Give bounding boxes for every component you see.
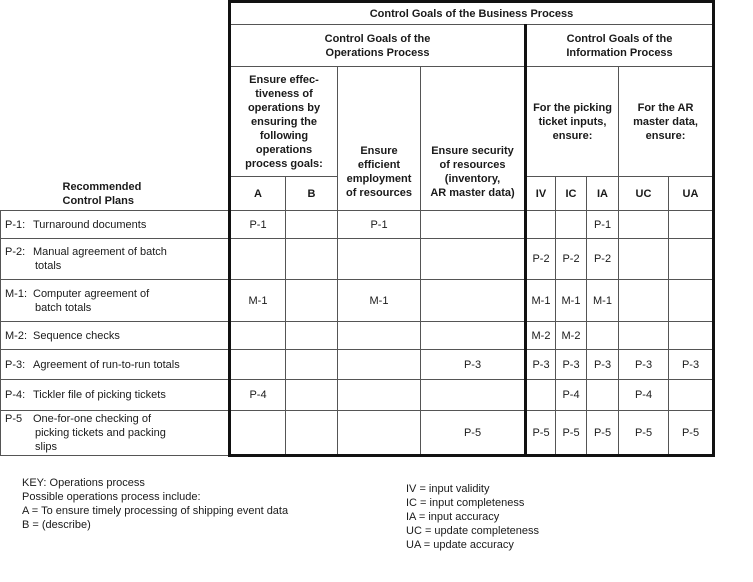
key-line: A = To ensure timely processing of shipping event data	[22, 505, 289, 517]
matrix-cell	[669, 239, 714, 280]
table-row	[1, 380, 714, 411]
matrix-cell: P-5	[526, 411, 556, 456]
control-plan-text: Computer agreement of	[33, 287, 150, 300]
key-line: UC = update completeness	[406, 525, 539, 537]
control-plan-text: picking tickets and packing	[35, 427, 166, 439]
matrix-cell	[338, 411, 421, 456]
table-row	[1, 350, 714, 380]
control-plan-code: P-3:	[5, 358, 26, 371]
matrix-cell	[286, 211, 338, 239]
matrix-cell	[421, 380, 526, 411]
matrix-cell	[587, 322, 619, 350]
control-plan-label	[1, 239, 230, 280]
picking-ticket-inputs-header: For the picking ticket inputs, ensure:	[526, 67, 619, 177]
header-spacer	[1, 67, 230, 177]
matrix-cell: P-1	[587, 211, 619, 239]
matrix-cell: P-1	[338, 211, 421, 239]
matrix-cell	[669, 322, 714, 350]
column-uc-header: UC	[619, 177, 669, 211]
matrix-cell	[286, 411, 338, 456]
key-line: Possible operations process include:	[22, 491, 201, 503]
key-operations-legend	[22, 476, 288, 532]
control-plan-code: P-5	[5, 413, 23, 425]
operations-goals-header: Control Goals of the Operations Process	[230, 25, 526, 67]
matrix-cell: P-1	[230, 211, 286, 239]
table-row	[1, 322, 714, 350]
key-line: IC = input completeness	[406, 497, 525, 509]
matrix-cell	[286, 239, 338, 280]
matrix-cell: M-2	[526, 322, 556, 350]
information-goals-header: Control Goals of the Information Process	[526, 25, 714, 67]
security-resources-header: Ensure security of resources (inventory, AR master data)	[421, 67, 526, 211]
key-line: KEY: Operations process	[22, 477, 145, 489]
control-plan-label	[1, 211, 230, 239]
table-row	[1, 211, 714, 239]
control-plan-label	[1, 380, 230, 411]
matrix-cell: P-2	[556, 239, 587, 280]
matrix-cell: M-1	[526, 280, 556, 322]
matrix-cell	[669, 211, 714, 239]
column-ia-header: IA	[587, 177, 619, 211]
matrix-cell	[619, 280, 669, 322]
matrix-cell	[669, 380, 714, 411]
matrix-cell: P-2	[526, 239, 556, 280]
matrix-cell	[338, 322, 421, 350]
effectiveness-goal-header: Ensure effec- tiveness of operations by ensuring the following operations process goals:	[230, 67, 338, 177]
matrix-cell: P-3	[421, 350, 526, 380]
matrix-cell: P-3	[669, 350, 714, 380]
matrix-cell: P-4	[556, 380, 587, 411]
control-plan-code: P-2:	[5, 246, 26, 258]
matrix-cell	[286, 380, 338, 411]
control-plan-text: totals	[35, 260, 62, 272]
key-line: IA = input accuracy	[406, 511, 500, 523]
recommended-control-plans-header: Recommended Control Plans	[62, 181, 142, 207]
business-process-header: Control Goals of the Business Process	[230, 2, 714, 25]
matrix-cell: P-5	[556, 411, 587, 456]
key-line: B = (describe)	[22, 519, 91, 531]
table-row	[1, 411, 714, 456]
key-line: IV = input validity	[406, 483, 490, 495]
matrix-cell: P-5	[669, 411, 714, 456]
control-plan-text: batch totals	[35, 301, 92, 314]
matrix-cell: M-1	[587, 280, 619, 322]
matrix-cell	[338, 380, 421, 411]
control-plan-text: Sequence checks	[33, 329, 120, 342]
matrix-cell	[230, 239, 286, 280]
matrix-cell: P-3	[556, 350, 587, 380]
matrix-cell: P-2	[587, 239, 619, 280]
matrix-cell: P-5	[421, 411, 526, 456]
matrix-cell	[619, 239, 669, 280]
matrix-cell: P-3	[587, 350, 619, 380]
matrix-cell	[286, 322, 338, 350]
control-plan-text: Turnaround documents	[33, 218, 147, 231]
matrix-cell	[587, 380, 619, 411]
table-row	[1, 239, 714, 280]
matrix-cell	[286, 280, 338, 322]
control-plan-code: M-1:	[5, 287, 27, 300]
matrix-cell: P-3	[619, 350, 669, 380]
matrix-cell	[421, 211, 526, 239]
column-ua-header: UA	[669, 177, 714, 211]
control-plan-label	[1, 280, 230, 322]
matrix-cell	[286, 350, 338, 380]
matrix-cell	[230, 350, 286, 380]
control-plan-text: Manual agreement of batch	[33, 246, 167, 258]
control-plan-label	[1, 350, 230, 380]
control-plan-label	[1, 411, 230, 456]
matrix-cell	[421, 280, 526, 322]
column-ic-header: IC	[556, 177, 587, 211]
matrix-cell	[526, 211, 556, 239]
header-spacer	[1, 2, 230, 25]
column-iv-header: IV	[526, 177, 556, 211]
control-plan-code: P-4:	[5, 389, 26, 401]
control-plan-text: slips	[35, 441, 58, 453]
control-plan-text: Tickler file of picking tickets	[33, 389, 166, 401]
matrix-cell	[526, 380, 556, 411]
matrix-cell: M-2	[556, 322, 587, 350]
matrix-cell: M-1	[338, 280, 421, 322]
control-plan-text: One-for-one checking of	[33, 413, 152, 425]
control-plan-code: M-2:	[5, 329, 27, 342]
key-abbreviations-legend	[406, 482, 539, 552]
matrix-cell	[619, 322, 669, 350]
matrix-cell: P-5	[619, 411, 669, 456]
matrix-cell	[230, 411, 286, 456]
efficient-employment-header: Ensure efficient employment of resources	[338, 67, 421, 211]
matrix-cell	[619, 211, 669, 239]
header-spacer	[1, 25, 230, 67]
matrix-cell: P-4	[230, 380, 286, 411]
matrix-cell	[230, 322, 286, 350]
matrix-cell: M-1	[230, 280, 286, 322]
control-plan-text: Agreement of run-to-run totals	[33, 358, 180, 371]
matrix-cell: P-3	[526, 350, 556, 380]
control-plan-label	[1, 322, 230, 350]
matrix-cell	[338, 350, 421, 380]
ar-master-data-header: For the AR master data, ensure:	[619, 67, 714, 177]
column-b-header: B	[286, 177, 338, 211]
matrix-cell	[669, 280, 714, 322]
matrix-cell	[556, 211, 587, 239]
key-line: UA = update accuracy	[406, 539, 514, 551]
matrix-cell	[421, 239, 526, 280]
matrix-cell	[338, 239, 421, 280]
matrix-cell	[421, 322, 526, 350]
control-plan-code: P-1:	[5, 218, 26, 231]
table-row	[1, 280, 714, 322]
matrix-cell: P-5	[587, 411, 619, 456]
column-a-header: A	[230, 177, 286, 211]
matrix-cell: M-1	[556, 280, 587, 322]
matrix-cell: P-4	[619, 380, 669, 411]
